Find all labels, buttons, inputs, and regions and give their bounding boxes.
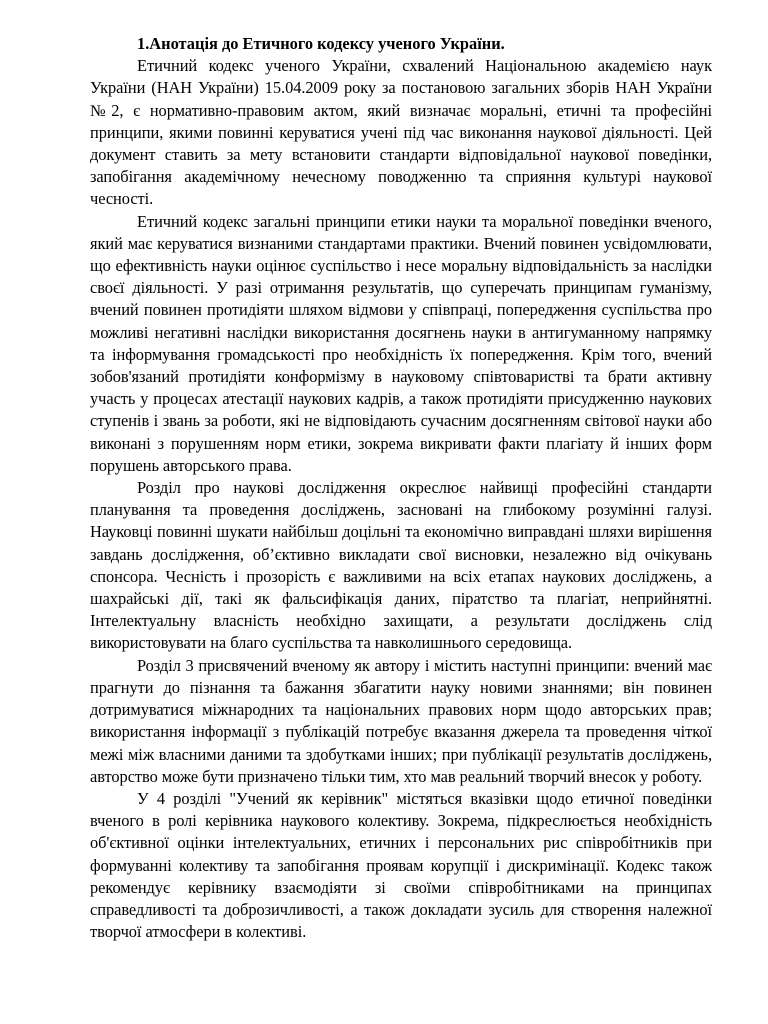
document-body [90,33,712,943]
paragraph-4: Розділ 3 присвячений вченому як автору і містить наступні принципи: вчений має прагнути до пізнання та бажання збагатити науку новими знаннями; він повинен дотримуватися міжнародних та національних правових норм щодо авторських прав; використання інформації з публікацій потребує вказання джерела та проведення чіткої межі між власними даними та здобутками інших; при публікації результатів досліджень, авторство може бути призначено тільки тим, хто мав реальний творчий внесок у роботу. [90,655,712,786]
paragraph-3: Розділ про наукові дослідження окреслює найвищі професійні стандарти планування та проведення досліджень, засновані на глибокому розумінні галузі. Науковці повинні шукати найбільш доцільні та економічно виправдані шляхи вирішення завдань дослідження, об’єктивно викладати свої висновки, незалежно від очікувань спонсора. Чесність і прозорість є важливими на всіх етапах наукових досліджень, а шахрайські дії, такі як фальсифікація даних, піратство та плагіат, неприйнятні. Інтелектуальну власність необхідно захищати, а результати досліджень слід використовувати на благо суспільства та навколишнього середовища. [90,478,712,653]
paragraph-1: Етичний кодекс ученого України, схвалений Національною академією наук України (НАН України) 15.04.2009 року за постановою загальних зборів НАН України №2, є нормативно-правовим актом, який визначає моральні, етичні та професійні принципи, якими повинні керуватися учені під час виконання наукової діяльності. Цей документ ставить за мету встановити стандарти відповідальної наукової поведінки, запобігання академічному нечесному поводженню та сприяння культурі наукової чесності. [90,56,712,209]
paragraph-2: Етичний кодекс загальні принципи етики науки та моральної поведінки вченого, який має керуватися визнаними стандартами практики. Вчений повинен усвідомлювати, що ефективність науки оцінює суспільство і несе моральну відповідальність за наслідки своєї діяльності. У разі отримання результатів, що суперечать принципам гуманізму, вчений повинен протидіяти шляхом відмови у співпраці, попередження суспільства про можливі негативні наслідки використання досягнень науки в антигуманному напрямку та інформування громадськості про необхідність їх попередження. Крім того, вчений зобов'язаний протидіяти конформізму в науковому співтоваристві та брати активну участь у процесах атестації наукових кадрів, а також протидіяти присудженню наукових ступенів і звань за роботи, які не відповідають сучасним досягненням світової науки або виконані з порушенням норм етики, зокрема викривати факти плагіату й інших форм порушень авторського права. [90,211,712,475]
document-heading: 1.Анотація до Етичного кодексу ученого України. [137,34,505,53]
paragraph-5: У 4 розділі "Учений як керівник" містяться вказівки щодо етичної поведінки вченого в ролі керівника наукового колективу. Зокрема, підкреслюється необхідність об'єктивної оцінки інтелектуальних, етичних і персональних рис співробітників при формуванні колективу та запобігання проявам корупції і дискримінації. Кодекс також рекомендує керівнику взаємодіяти зі своїми співробітниками на принципах справедливості та доброзичливості, а також докладати зусиль для створення належної творчої атмосфери в колективі. [90,788,712,942]
